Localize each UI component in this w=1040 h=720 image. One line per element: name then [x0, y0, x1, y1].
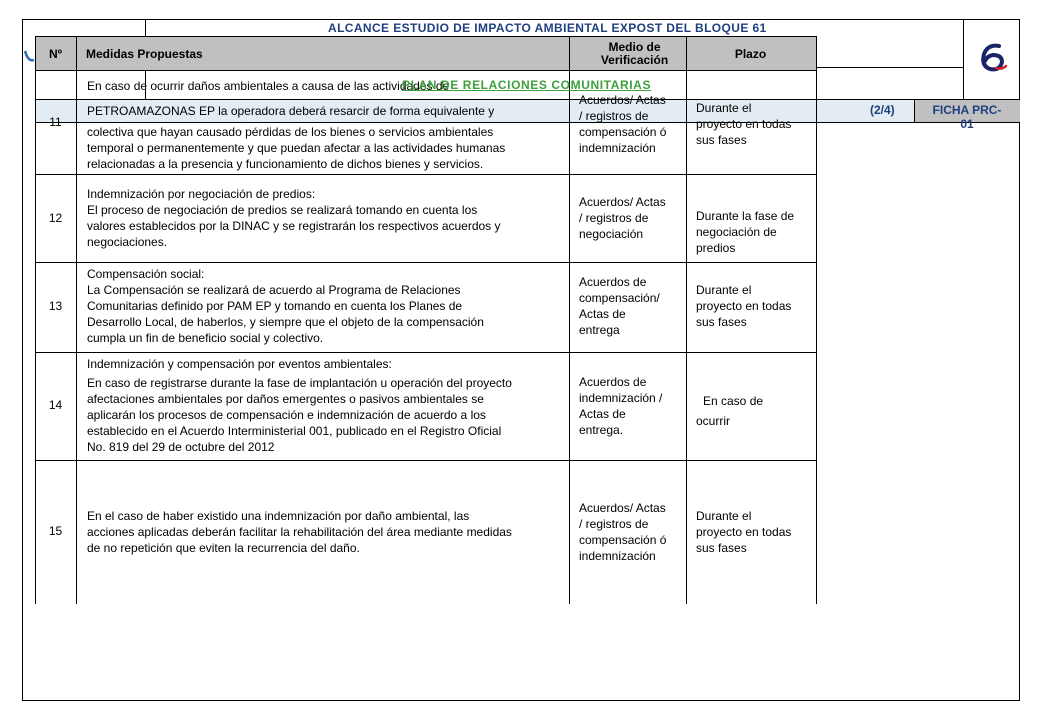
table-line-row14	[35, 460, 817, 461]
row-measure-line: colectiva que hayan causado pérdidas de los bienes o servicios ambientales	[87, 125, 494, 139]
row-number: 11	[49, 115, 62, 129]
plan-title: PLAN DE RELACIONES COMUNITARIAS	[402, 78, 652, 92]
row-measure-line: Indemnización por negociación de predios:	[87, 187, 316, 201]
row-measure-line: establecido en el Acuerdo Interministerial 001, publicado en el Registro Oficial	[87, 424, 502, 438]
row-verification: Actas de	[579, 407, 626, 421]
row-verification: compensación ó	[579, 533, 667, 547]
row-measure-line: PETROAMAZONAS EP la operadora deberá resarcir de forma equivalente y	[87, 104, 495, 118]
column-header-medidas: Medidas Propuestas	[86, 46, 203, 61]
row-number: 12	[48, 211, 63, 225]
row-measure-line: relacionadas a la presencia y funcionamiento de dichos bienes y servicios.	[87, 157, 484, 171]
row-number: 14	[48, 398, 63, 412]
row-verification: entrega.	[579, 423, 624, 437]
column-header-num: Nº	[48, 46, 63, 61]
row-verification: / registros de	[579, 517, 649, 531]
row-measure-line: Compensación social:	[87, 267, 205, 281]
document-title: ALCANCE ESTUDIO DE IMPACTO AMBIENTAL EXPOST DEL BLOQUE 61	[328, 21, 767, 35]
row-measure-line: de no repetición que eviten la recurrencia del daño.	[87, 541, 360, 555]
row-measure-line: acciones aplicadas deberán facilitar la rehabilitación del área mediante medidas	[87, 525, 512, 539]
row-verification: compensación/	[579, 291, 660, 305]
row-verification: indemnización /	[579, 391, 663, 405]
row-measure-line: Indemnización y compensación por eventos ambientales:	[87, 357, 392, 371]
row-number: 15	[48, 524, 63, 538]
row-verification: negociación	[579, 227, 644, 241]
row-deadline: sus fases	[696, 133, 747, 147]
row-verification: Acuerdos de	[579, 275, 647, 289]
row-measure-line: El proceso de negociación de predios se realizará tomando en cuenta los	[87, 203, 478, 217]
row-verification: indemnización	[579, 549, 656, 563]
table-line-header	[35, 70, 817, 71]
row-measure-line: En caso de ocurrir daños ambientales a causa de las actividades de	[87, 79, 450, 93]
row-number: 13	[48, 299, 63, 313]
row-measure-line: aplicarán los procesos de compensación e indemnización de acuerdo a los	[87, 408, 486, 422]
ficha-code: FICHA PRC-01	[932, 103, 1002, 131]
page-indicator: (2/4)	[870, 103, 895, 117]
row-verification: Actas de	[579, 307, 626, 321]
row-measure-line: cumpla un fin de beneficio social y colectivo.	[87, 331, 324, 345]
row-verification: Acuerdos de	[579, 375, 647, 389]
row-deadline: ocurrir	[696, 414, 731, 428]
row-measure-line: temporal o permanentemente y que puedan afectar a las actividades humanas	[87, 141, 506, 155]
row-verification: / registros de	[579, 109, 649, 123]
table-col-line-1	[76, 36, 77, 604]
table-line-row13	[35, 352, 817, 353]
row-measure-line: valores establecidos por la DINAC y se registrarán los respectivos acuerdos y	[87, 219, 501, 233]
row-measure-line: La Compensación se realizará de acuerdo al Programa de Relaciones	[87, 283, 461, 297]
row-verification: Acuerdos/ Actas	[579, 195, 666, 209]
row-verification: entrega	[579, 323, 620, 337]
table-line-top	[35, 36, 817, 37]
row-deadline: sus fases	[696, 315, 747, 329]
row-deadline: negociación de	[696, 225, 777, 239]
row-measure-line: Comunitarias definido por PAM EP y tomando en cuenta los Planes de	[87, 299, 463, 313]
row-measure-line: No. 819 del 29 de octubre del 2012	[87, 440, 275, 454]
row-measure-line: Desarrollo Local, de haberlos, y siempre que el objeto de la compensación	[87, 315, 484, 329]
column-header-plazo: Plazo	[734, 46, 767, 61]
table-col-line-2	[569, 36, 570, 604]
row-deadline: sus fases	[696, 541, 747, 555]
column-header-verificacion: Medio de Verificación	[600, 39, 669, 67]
row-deadline: En caso de	[703, 394, 764, 408]
row-measure-line: negociaciones.	[87, 235, 168, 249]
row-deadline: predios	[696, 241, 736, 255]
row-deadline: proyecto en todas	[696, 117, 792, 131]
table-col-line-4	[816, 36, 817, 604]
row-verification: / registros de	[579, 211, 649, 225]
row-deadline: Durante el	[696, 509, 752, 523]
row-verification: Acuerdos/ Actas	[579, 501, 666, 515]
row-verification: compensación ó	[579, 125, 667, 139]
row-deadline: proyecto en todas	[696, 525, 792, 539]
row-measure-line: En caso de registrarse durante la fase de implantación u operación del proyecto	[87, 376, 512, 390]
table-line-row12	[35, 262, 817, 263]
row-measure-line: En el caso de haber existido una indemnización por daño ambiental, las	[87, 509, 470, 523]
table-col-line-3	[686, 36, 687, 604]
row-deadline: Durante el	[696, 101, 752, 115]
row-measure-line: afectaciones ambientales por daños emergentes o pasivos ambientales se	[87, 392, 484, 406]
row-verification: Acuerdos/ Actas	[579, 93, 666, 107]
row-deadline: Durante el	[696, 283, 752, 297]
row-deadline: proyecto en todas	[696, 299, 792, 313]
row-verification: indemnización	[579, 141, 656, 155]
row-deadline: Durante la fase de	[696, 209, 795, 223]
table-line-row11	[35, 174, 817, 175]
